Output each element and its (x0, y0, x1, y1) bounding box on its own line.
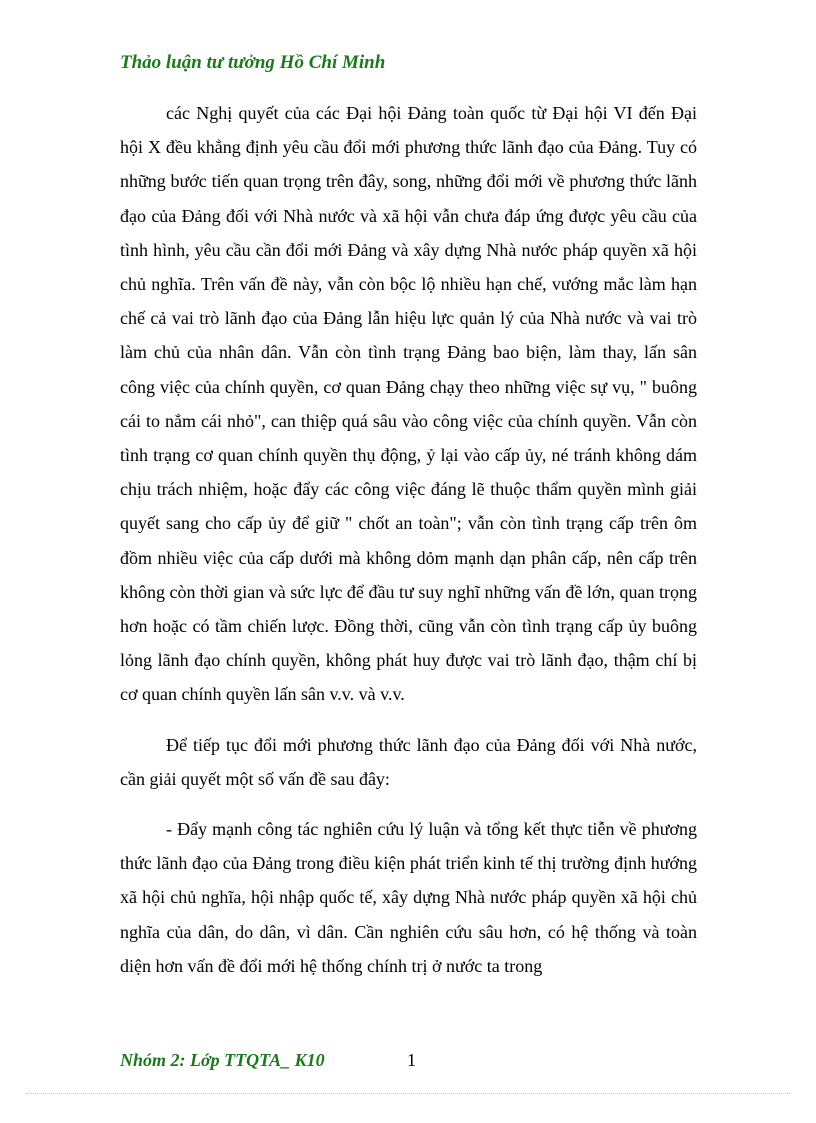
paragraph-2: Để tiếp tục đổi mới phương thức lãnh đạo của Đảng đối với Nhà nước, cần giải quyết một số vấn đề sau đây: (120, 734, 697, 789)
page-footer (120, 1050, 697, 1076)
paragraph-3-bullet: - Đẩy mạnh công tác nghiên cứu lý luận và tổng kết thực tiễn về phương thức lãnh đạo của Đảng trong điều kiện phát triển kinh tế thị trường định hướng xã hội chủ nghĩa, hội nhập quốc tế, xây dựng Nhà nước pháp quyền xã hội chủ nghĩa của dân, do dân, vì dân. Cần nghiên cứu sâu hơn, có hệ thống và toàn diện hơn vấn đề đổi mới hệ thống chính trị ở nước ta trong (120, 819, 697, 976)
page-header-title: Thảo luận tư tưởng Hồ Chí Minh (120, 52, 386, 73)
page-number: 1 (407, 1050, 416, 1070)
page-bottom-divider (26, 1093, 790, 1094)
paragraph-1: các Nghị quyết của các Đại hội Đảng toàn quốc từ Đại hội VI đến Đại hội X đều khẳng định yêu cầu đổi mới phương thức lãnh đạo của Đảng. Tuy có những bước tiến quan trọng trên đây, song, những đổi mới về phương thức lãnh đạo của Đảng đối với Nhà nước và xã hội vẫn chưa đáp ứng được yêu cầu của tình hình, yêu cầu cần đổi mới Đảng và xây dựng Nhà nước pháp quyền xã hội chủ nghĩa. Trên vấn đề này, vẫn còn bộc lộ nhiều hạn chế, vướng mắc làm hạn chế cả vai trò lãnh đạo của Đảng lẫn hiệu lực quản lý của Nhà nước và vai trò làm chủ của nhân dân. Vẫn còn tình trạng Đảng bao biện, làm thay, lấn sân công việc của chính quyền, cơ quan Đảng chạy theo những việc sự vụ, " buông cái to nắm cái nhỏ", can thiệp quá sâu vào công việc của chính quyền. Vẫn còn tình trạng cơ quan chính quyền thụ động, ỷ lại vào cấp ủy, né tránh không dám chịu trách nhiệm, hoặc đẩy các công việc đáng lẽ thuộc thẩm quyền mình giải quyết sang cho cấp ủy để giữ " chốt an toàn"; vẫn còn tình trạng cấp trên ôm đồm nhiều việc của cấp dưới mà không dỏm mạnh dạn phân cấp, nên cấp trên không còn thời gian và sức lực để đầu tư suy nghĩ những vấn đề lớn, quan trọng hơn hoặc có tầm chiến lược. Đồng thời, cũng vẫn còn tình trạng cấp ủy buông lỏng lãnh đạo chính quyền, không phát huy được vai trò lãnh đạo, thậm chí bị cơ quan chính quyền lấn sân v.v. và v.v. (120, 103, 697, 705)
document-body (120, 96, 697, 983)
footer-group-label: Nhóm 2: Lớp TTQTA_ K10 (120, 1050, 325, 1070)
